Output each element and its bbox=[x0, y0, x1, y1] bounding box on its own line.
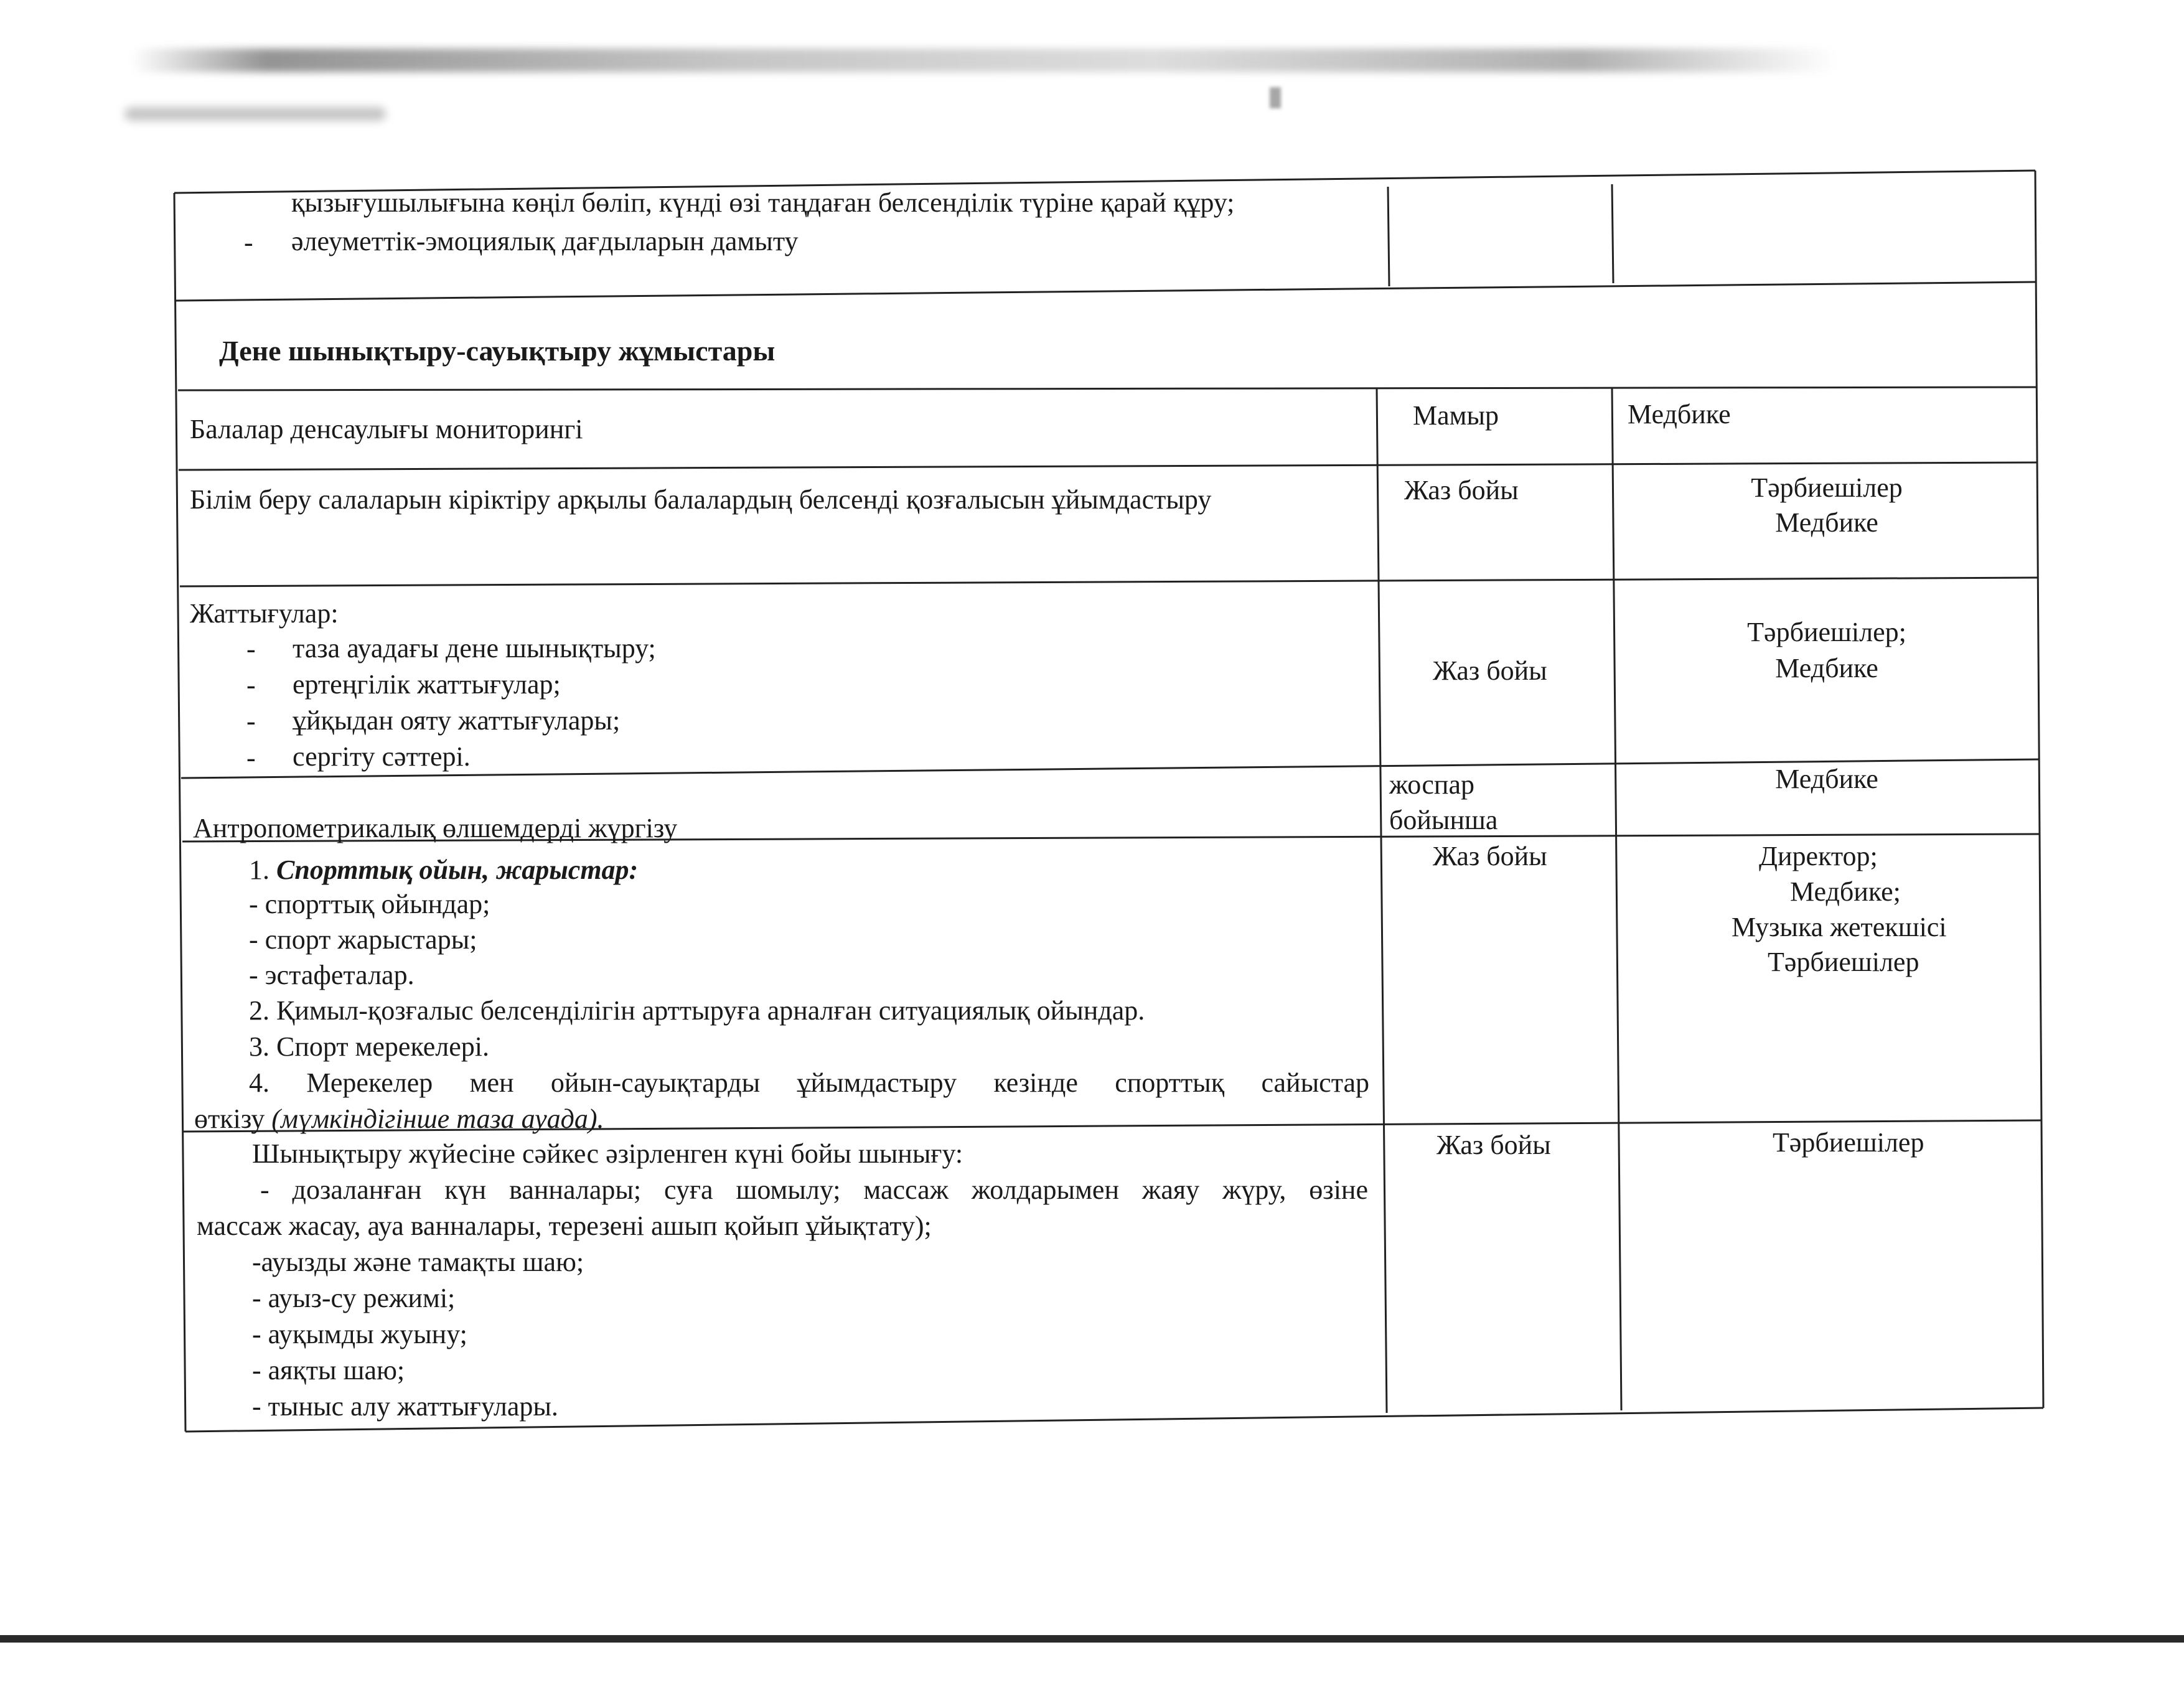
row5-responsible: Медбике; bbox=[1790, 876, 1901, 907]
row5-p4-italic: (мүмкіндігінше таза ауада). bbox=[271, 1104, 604, 1134]
row3-time: Жаз бойы bbox=[1433, 655, 1547, 686]
scan-bottom-edge bbox=[0, 1635, 2184, 1643]
row3-item: ертеңгілік жаттығулар; bbox=[293, 669, 561, 700]
section-header: Дене шынықтыру-сауықтыру жұмыстары bbox=[219, 335, 776, 367]
row5-sub-item: - спорттық ойындар; bbox=[249, 889, 490, 919]
row5-responsible: Директор; bbox=[1759, 841, 1878, 871]
row2-activity: Білім беру салаларын кіріктіру арқылы балалардың белсенді қозғалысын ұйымдастыру bbox=[190, 484, 1212, 515]
row5-p2: 2. Қимыл-қозғалыс белсенділігін арттыруға арналған ситуациялық ойындар. bbox=[249, 995, 1145, 1026]
row2-responsible-1: Тәрбиешілер bbox=[1751, 472, 1903, 503]
row1-activity: Балалар денсаулығы мониторингі bbox=[190, 414, 583, 444]
row5-p4-plain: өткізу bbox=[194, 1104, 272, 1134]
row2-responsible-2: Медбике bbox=[1775, 507, 1878, 538]
row3-bullet: - bbox=[246, 706, 256, 736]
row5-sub-item: - спорт жарыстары; bbox=[249, 924, 477, 955]
row3-item: сергіту сәттері. bbox=[293, 741, 471, 772]
row6-line1: - дозаланған күн ванналары; суға шомылу; массаж жолдарымен жаяу жүру, өзіне bbox=[260, 1175, 1368, 1205]
row4-time-2: бойынша bbox=[1389, 805, 1498, 835]
row5-p1 bbox=[249, 853, 638, 888]
row4-time-1: жоспар bbox=[1389, 769, 1475, 800]
row6-item: - ауқымды жуыну; bbox=[252, 1319, 467, 1349]
row3-item: таза ауадағы дене шынықтыру; bbox=[293, 633, 656, 663]
row5-p4-line2 bbox=[194, 1102, 604, 1137]
row5-time: Жаз бойы bbox=[1433, 841, 1547, 871]
row6-line2: массаж жасау, ауа ванналары, терезені ашып қойып ұйықтату); bbox=[197, 1211, 932, 1241]
row3-item: ұйқыдан ояту жаттығулары; bbox=[293, 705, 621, 736]
row6-item: - аяқты шаю; bbox=[252, 1355, 405, 1386]
row6-item: - тыныс алу жаттығулары. bbox=[252, 1391, 558, 1422]
row1-time: Мамыр bbox=[1413, 400, 1499, 431]
row0-line2: әлеуметтік-эмоциялық дағдыларын дамыту bbox=[291, 226, 799, 256]
row1-responsible: Медбике bbox=[1628, 399, 1731, 429]
row3-bullet: - bbox=[246, 670, 256, 700]
row0-line1: қызығушылығына көңіл бөліп, күнді өзі таңдаған белсенділік түріне қарай құру; bbox=[291, 187, 1235, 218]
row5-responsible: Музыка жетекшісі bbox=[1732, 912, 1947, 942]
row6-intro: Шынықтыру жүйесіне сәйкес әзірленген күні бойы шынығу: bbox=[252, 1138, 963, 1169]
row3-bullet: - bbox=[246, 743, 256, 773]
row5-sub-item: - эстафеталар. bbox=[249, 960, 415, 990]
row5-p1-number: 1. bbox=[249, 855, 269, 885]
row6-item: - ауыз-су режимі; bbox=[252, 1283, 456, 1313]
row6-time: Жаз бойы bbox=[1436, 1130, 1551, 1160]
row6-responsible: Тәрбиешілер bbox=[1773, 1127, 1924, 1158]
row3-responsible-2: Медбике bbox=[1775, 653, 1878, 683]
row4-activity: Антропометрикалық өлшемдерді жүргізу bbox=[193, 813, 678, 843]
row0-bullet: - bbox=[244, 227, 253, 258]
row3-responsible-1: Тәрбиешілер; bbox=[1747, 617, 1906, 647]
row5-responsible: Тәрбиешілер bbox=[1768, 947, 1919, 977]
row2-time: Жаз бойы bbox=[1404, 475, 1519, 505]
row5-p4-line1: 4. Мерекелер мен ойын-сауықтарды ұйымдастыру кезінде спорттық сайыстар bbox=[249, 1067, 1369, 1098]
row3-bullet: - bbox=[246, 634, 256, 664]
row5-p1-title: Спорттық ойын, жарыстар: bbox=[276, 855, 639, 885]
row4-responsible: Медбике bbox=[1775, 764, 1878, 794]
row5-p3: 3. Спорт мерекелері. bbox=[249, 1031, 489, 1062]
row6-item: -ауызды және тамақты шаю; bbox=[252, 1247, 584, 1277]
row3-title: Жаттығулар: bbox=[190, 598, 339, 629]
